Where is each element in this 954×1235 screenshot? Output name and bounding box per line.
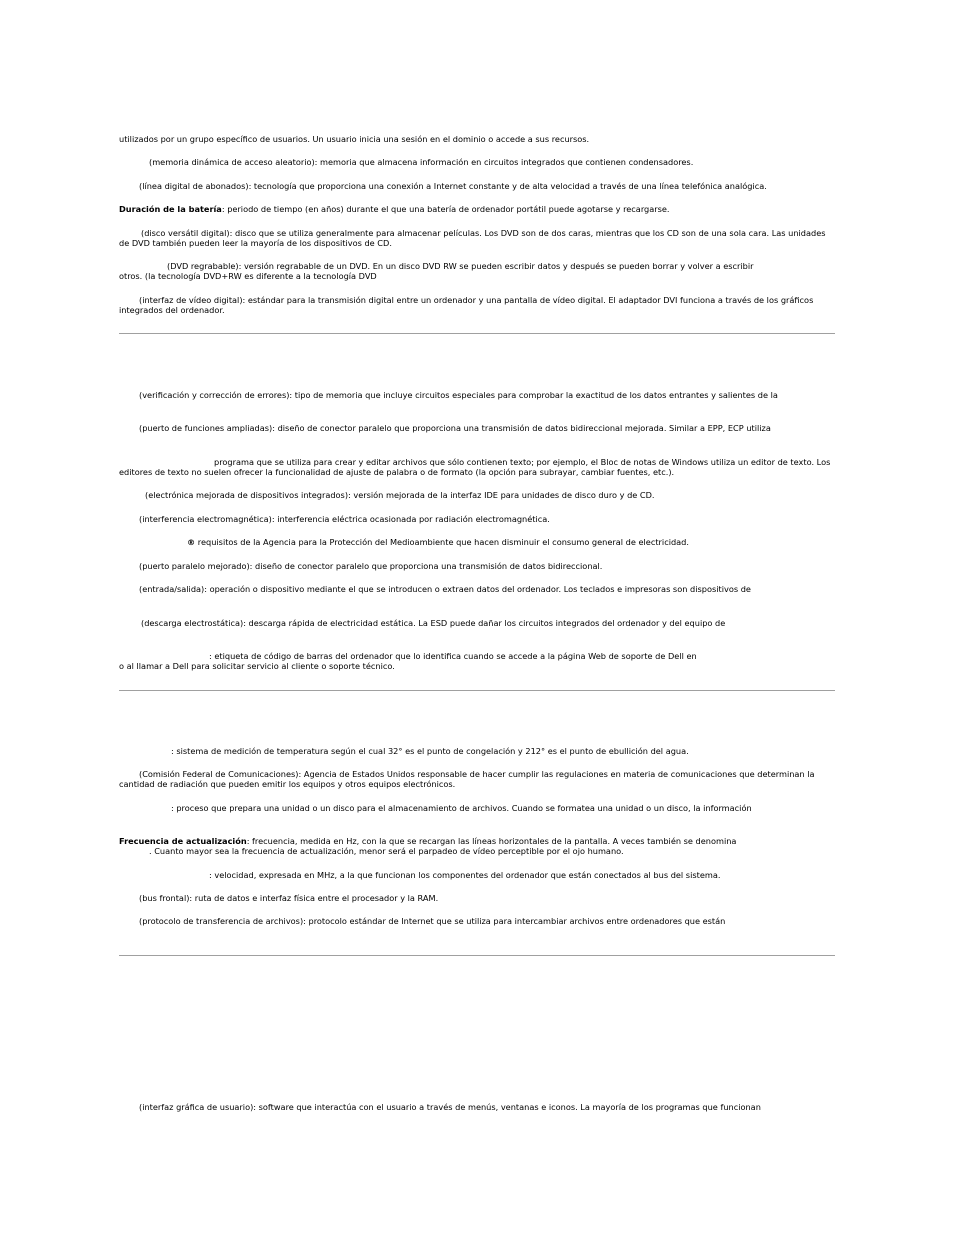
entry-text: (memoria dinámica de acceso aleatorio): memoria que almacena información en circuitos integrados que contienen condensadores. [149,157,694,167]
glossary-entry-ecc [119,390,835,400]
entry-text: (bus frontal): ruta de datos e interfaz física entre el procesador y la RAM. [139,893,439,903]
entry-text-line-2: . Cuanto mayor sea la frecuencia de actualización, menor será el parpadeo de vídeo perceptible por el ojo humano. [149,846,624,856]
glossary-entry-domain [119,134,835,144]
glossary-entry-ftp [119,916,835,926]
registered-mark: ® [187,537,196,547]
glossary-entry-io [119,584,835,594]
glossary-entry-emi [119,514,835,524]
entry-text-line-1: : etiqueta de código de barras del ordenador que lo identifica cuando se accede a la página Web de soporte de Dell en [209,651,697,661]
glossary-entry-eide [119,490,835,500]
entry-text: : periodo de tiempo (en años) durante el que una batería de ordenador portátil puede agotarse y recargarse. [221,204,670,214]
entry-text-line-2: otros. (la tecnología DVD+RW es diferente a la tecnología DVD [119,271,377,281]
glossary-entry-battery-life [119,204,835,214]
entry-text: (disco versátil digital): disco que se utiliza generalmente para almacenar películas. Los DVD son de dos caras, mientras que los CD son de una sola cara. Las unidades de DVD también pueden leer la mayoría de los dispositivos de CD. [119,228,826,248]
entry-term: Duración de la batería [119,204,222,214]
glossary-entry-gui [119,1102,835,1112]
glossary-entry-fsb [119,893,835,903]
glossary-entry-dvi [119,295,835,315]
entry-text-line-2: o al llamar a Dell para solicitar servicio al cliente o soporte técnico. [119,661,395,671]
glossary-entry-fcc [119,769,835,789]
entry-term: Frecuencia de actualización [119,836,247,846]
glossary-entry-dsl [119,181,835,191]
entry-text: : proceso que prepara una unidad o un disco para el almacenamiento de archivos. Cuando se formatea una unidad o un disco, la información [171,803,752,813]
entry-text: (descarga electrostática): descarga rápida de electricidad estática. La ESD puede dañar los circuitos integrados del ordenador y del equipo de [141,618,726,628]
entry-text-line-1 [119,836,835,846]
glossary-entry-format [119,803,835,813]
entry-text: requisitos de la Agencia para la Protección del Medioambiente que hacen disminuir el consumo general de electricidad. [195,537,689,547]
entry-text: (entrada/salida): operación o dispositivo mediante el que se introducen o extraen datos del ordenador. Los teclados e impresoras son dispositivos de [139,584,751,594]
entry-text: (puerto de funciones ampliadas): diseño de conector paralelo que proporciona una transmisión de datos bidireccional mejorada. Similar a EPP, ECP utiliza [139,423,771,433]
section-divider [119,333,835,334]
entry-text: (protocolo de transferencia de archivos): protocolo estándar de Internet que se utiliza para intercambiar archivos entre ordenadores que están [139,916,726,926]
glossary-entry-dvd [119,228,835,248]
entry-text: (interfaz de vídeo digital): estándar para la transmisión digital entre un ordenador y una pantalla de vídeo digital. El adaptador DVI funciona a través de los gráficos integrados del ordenador. [119,295,814,315]
entry-text: programa que se utiliza para crear y editar archivos que sólo contienen texto; por ejemplo, el Bloc de notas de Windows utiliza un editor de texto. Los editores de texto no suelen ofrecer la funcionalidad de ajuste de palabra o de formato (la opción para subrayar, cambiar fuentes, etc.). [119,457,831,477]
section-divider [119,955,835,956]
entry-text: : velocidad, expresada en MHz, a la que funcionan los componentes del ordenador que están conectados al bus del sistema. [209,870,721,880]
glossary-entry-esd [119,618,835,628]
entry-text: (interferencia electromagnética): interferencia eléctrica ocasionada por radiación electromagnética. [139,514,550,524]
entry-text: (verificación y corrección de errores): tipo de memoria que incluye circuitos especiales para comprobar la exactitud de los datos entrantes y salientes de la [139,390,778,400]
glossary-entry-refresh-rate [119,836,835,856]
entry-text: (interfaz gráfica de usuario): software que interactúa con el usuario a través de menús, ventanas e iconos. La mayoría de los programas que funcionan [139,1102,761,1112]
entry-text: : frecuencia, medida en Hz, con la que se recargan las líneas horizontales de la pantalla. A veces también se denomina [246,836,737,846]
entry-text: : sistema de medición de temperatura según el cual 32° es el punto de congelación y 212° es el punto de ebullición del agua. [171,746,689,756]
glossary-entry-dvd-rw [119,261,835,281]
entry-text: (línea digital de abonados): tecnología que proporciona una conexión a Internet constante y de alta velocidad a través de una línea telefónica analógica. [139,181,767,191]
entry-text: (electrónica mejorada de dispositivos integrados): versión mejorada de la interfaz IDE para unidades de disco duro y de CD. [145,490,655,500]
glossary-entry-text-editor [119,457,835,477]
entry-text: (puerto paralelo mejorado): diseño de conector paralelo que proporciona una transmisión de datos bidireccional. [139,561,603,571]
section-divider [119,690,835,691]
entry-text: utilizados por un grupo específico de usuarios. Un usuario inicia una sesión en el dominio o accede a sus recursos. [119,134,590,144]
glossary-entry-dram [119,157,835,167]
glossary-entry-bus-speed [119,870,835,880]
glossary-entry-service-tag [119,651,835,671]
glossary-entry-epp [119,561,835,571]
glossary-entry-energy-star [119,537,835,547]
entry-text-line-1: (DVD regrabable): versión regrabable de un DVD. En un disco DVD RW se pueden escribir datos y después se pueden borrar y volver a escribir [167,261,754,271]
glossary-entry-ecp [119,423,835,433]
entry-text: (Comisión Federal de Comunicaciones): Agencia de Estados Unidos responsable de hacer cumplir las regulaciones en materia de comunicaciones que determinan la cantidad de radiación que pueden emitir los equipos y otros equipos electrónicos. [119,769,815,789]
glossary-entry-fahrenheit [119,746,835,756]
